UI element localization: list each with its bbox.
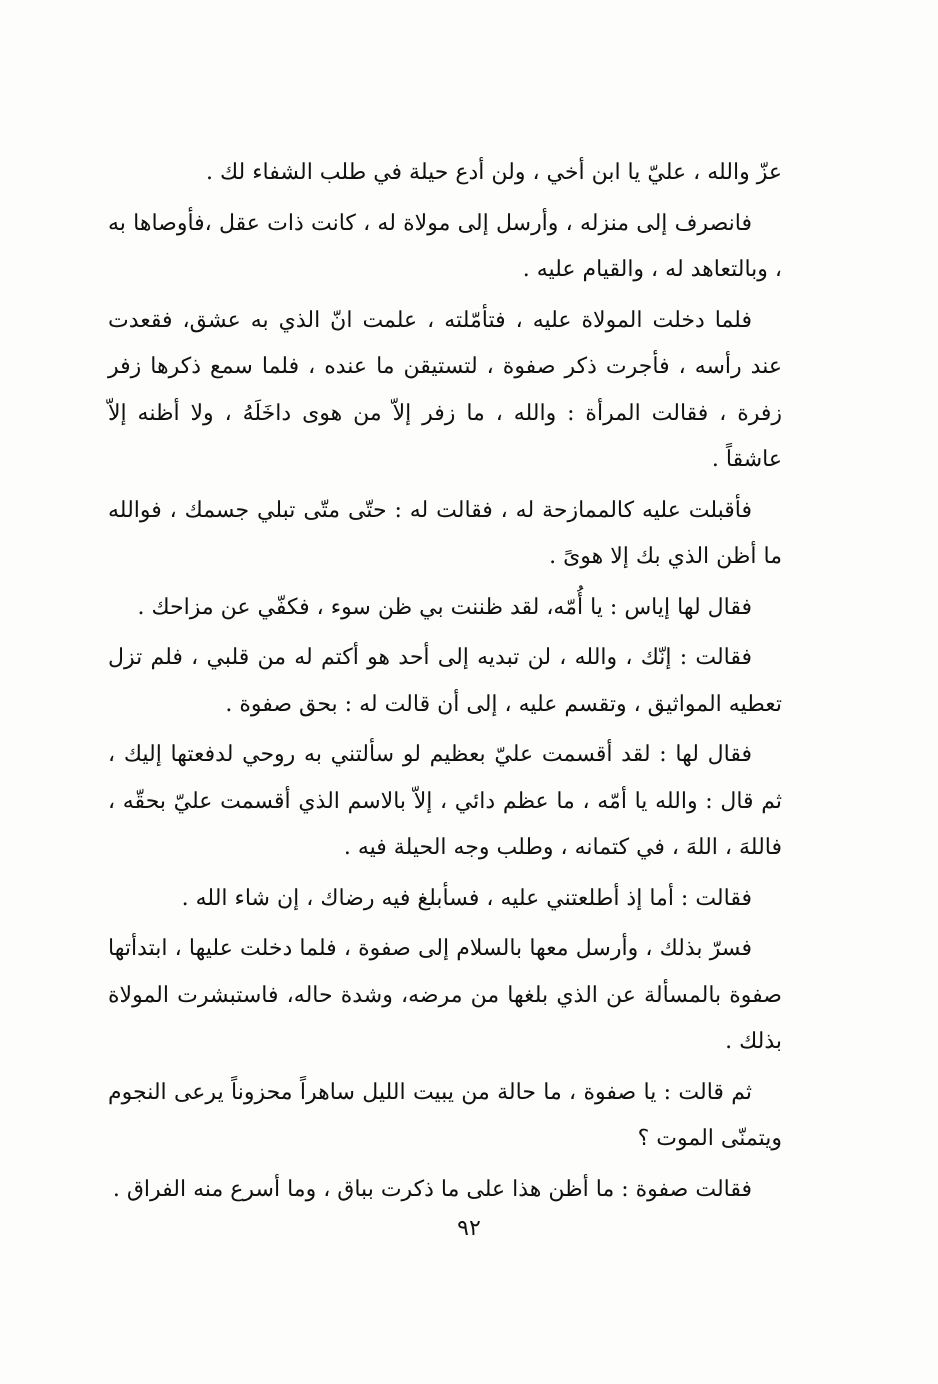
page-number: ٩٢ [457,1216,481,1241]
paragraph: فلما دخلت المولاة عليه ، فتأمّلته ، علمت انّ الذي به عشق، فقعدت عند رأسه ، فأجرت ذكر صفوة ، لتستيقن ما عنده ، فلما سمع ذكرها زفر زفرة ، فقالت المرأة : والله ، ما زفر إلاّ من هوى داخَلَهُ ، ولا أظنه إلاّ عاشقاً . [108,307,782,472]
paragraph: عزّ والله ، عليّ يا ابن أخي ، ولن أدع حيلة في طلب الشفاء لك . [205,160,782,185]
paragraph: فقالت : أما إذ أطلعتني عليه ، فسأبلغ فيه رضاك ، إن شاء الله . [181,885,752,911]
paragraph: فقال لها إياس : يا أُمّه، لقد ظننت بي ظن سوء ، فكفّي عن مزاحك . [137,594,752,620]
paragraph: ثم قالت : يا صفوة ، ما حالة من يبيت الليل ساهراً محزوناً يرعى النجوم ويتمنّى الموت ؟ [108,1079,782,1151]
paragraph: فأقبلت عليه كالممازحة له ، فقالت له : حتّى متّى تبلي جسمك ، فوالله ما أظن الذي بك إلا هوىً . [108,497,782,569]
paragraph: فقالت : إنّك ، والله ، لن تبديه إلى أحد هو أكتم له من قلبي ، فلم تزل تعطيه المواثيق ، وتقسم عليه ، إلى أن قالت له : بحق صفوة . [108,645,782,717]
body-text [108,150,782,1217]
paragraph: فقالت صفوة : ما أظن هذا على ما ذكرت بباق ، وما أسرع منه الفراق . [112,1176,752,1202]
paragraph: فقال لها : لقد أقسمت عليّ بعظيم لو سألتني به روحي لدفعتها إليك ، ثم قال : والله يا أمّه ، ما عظم دائي ، إلاّ بالاسم الذي أقسمت عليّ بحقّه ، فاللهَ ، اللهَ ، في كتمانه ، وطلب وجه الحيلة فيه . [108,742,782,860]
paragraph: فسرّ بذلك ، وأرسل معها بالسلام إلى صفوة ، فلما دخلت عليها ، ابتدأتها صفوة بالمسألة عن الذي بلغها من مرضه، وشدة حاله، فاستبشرت المولاة بذلك . [108,936,782,1054]
paragraph: فانصرف إلى منزله ، وأرسل إلى مولاة له ، كانت ذات عقل ،فأوصاها به ، وبالتعاهد له ، والقيام عليه . [108,210,782,282]
